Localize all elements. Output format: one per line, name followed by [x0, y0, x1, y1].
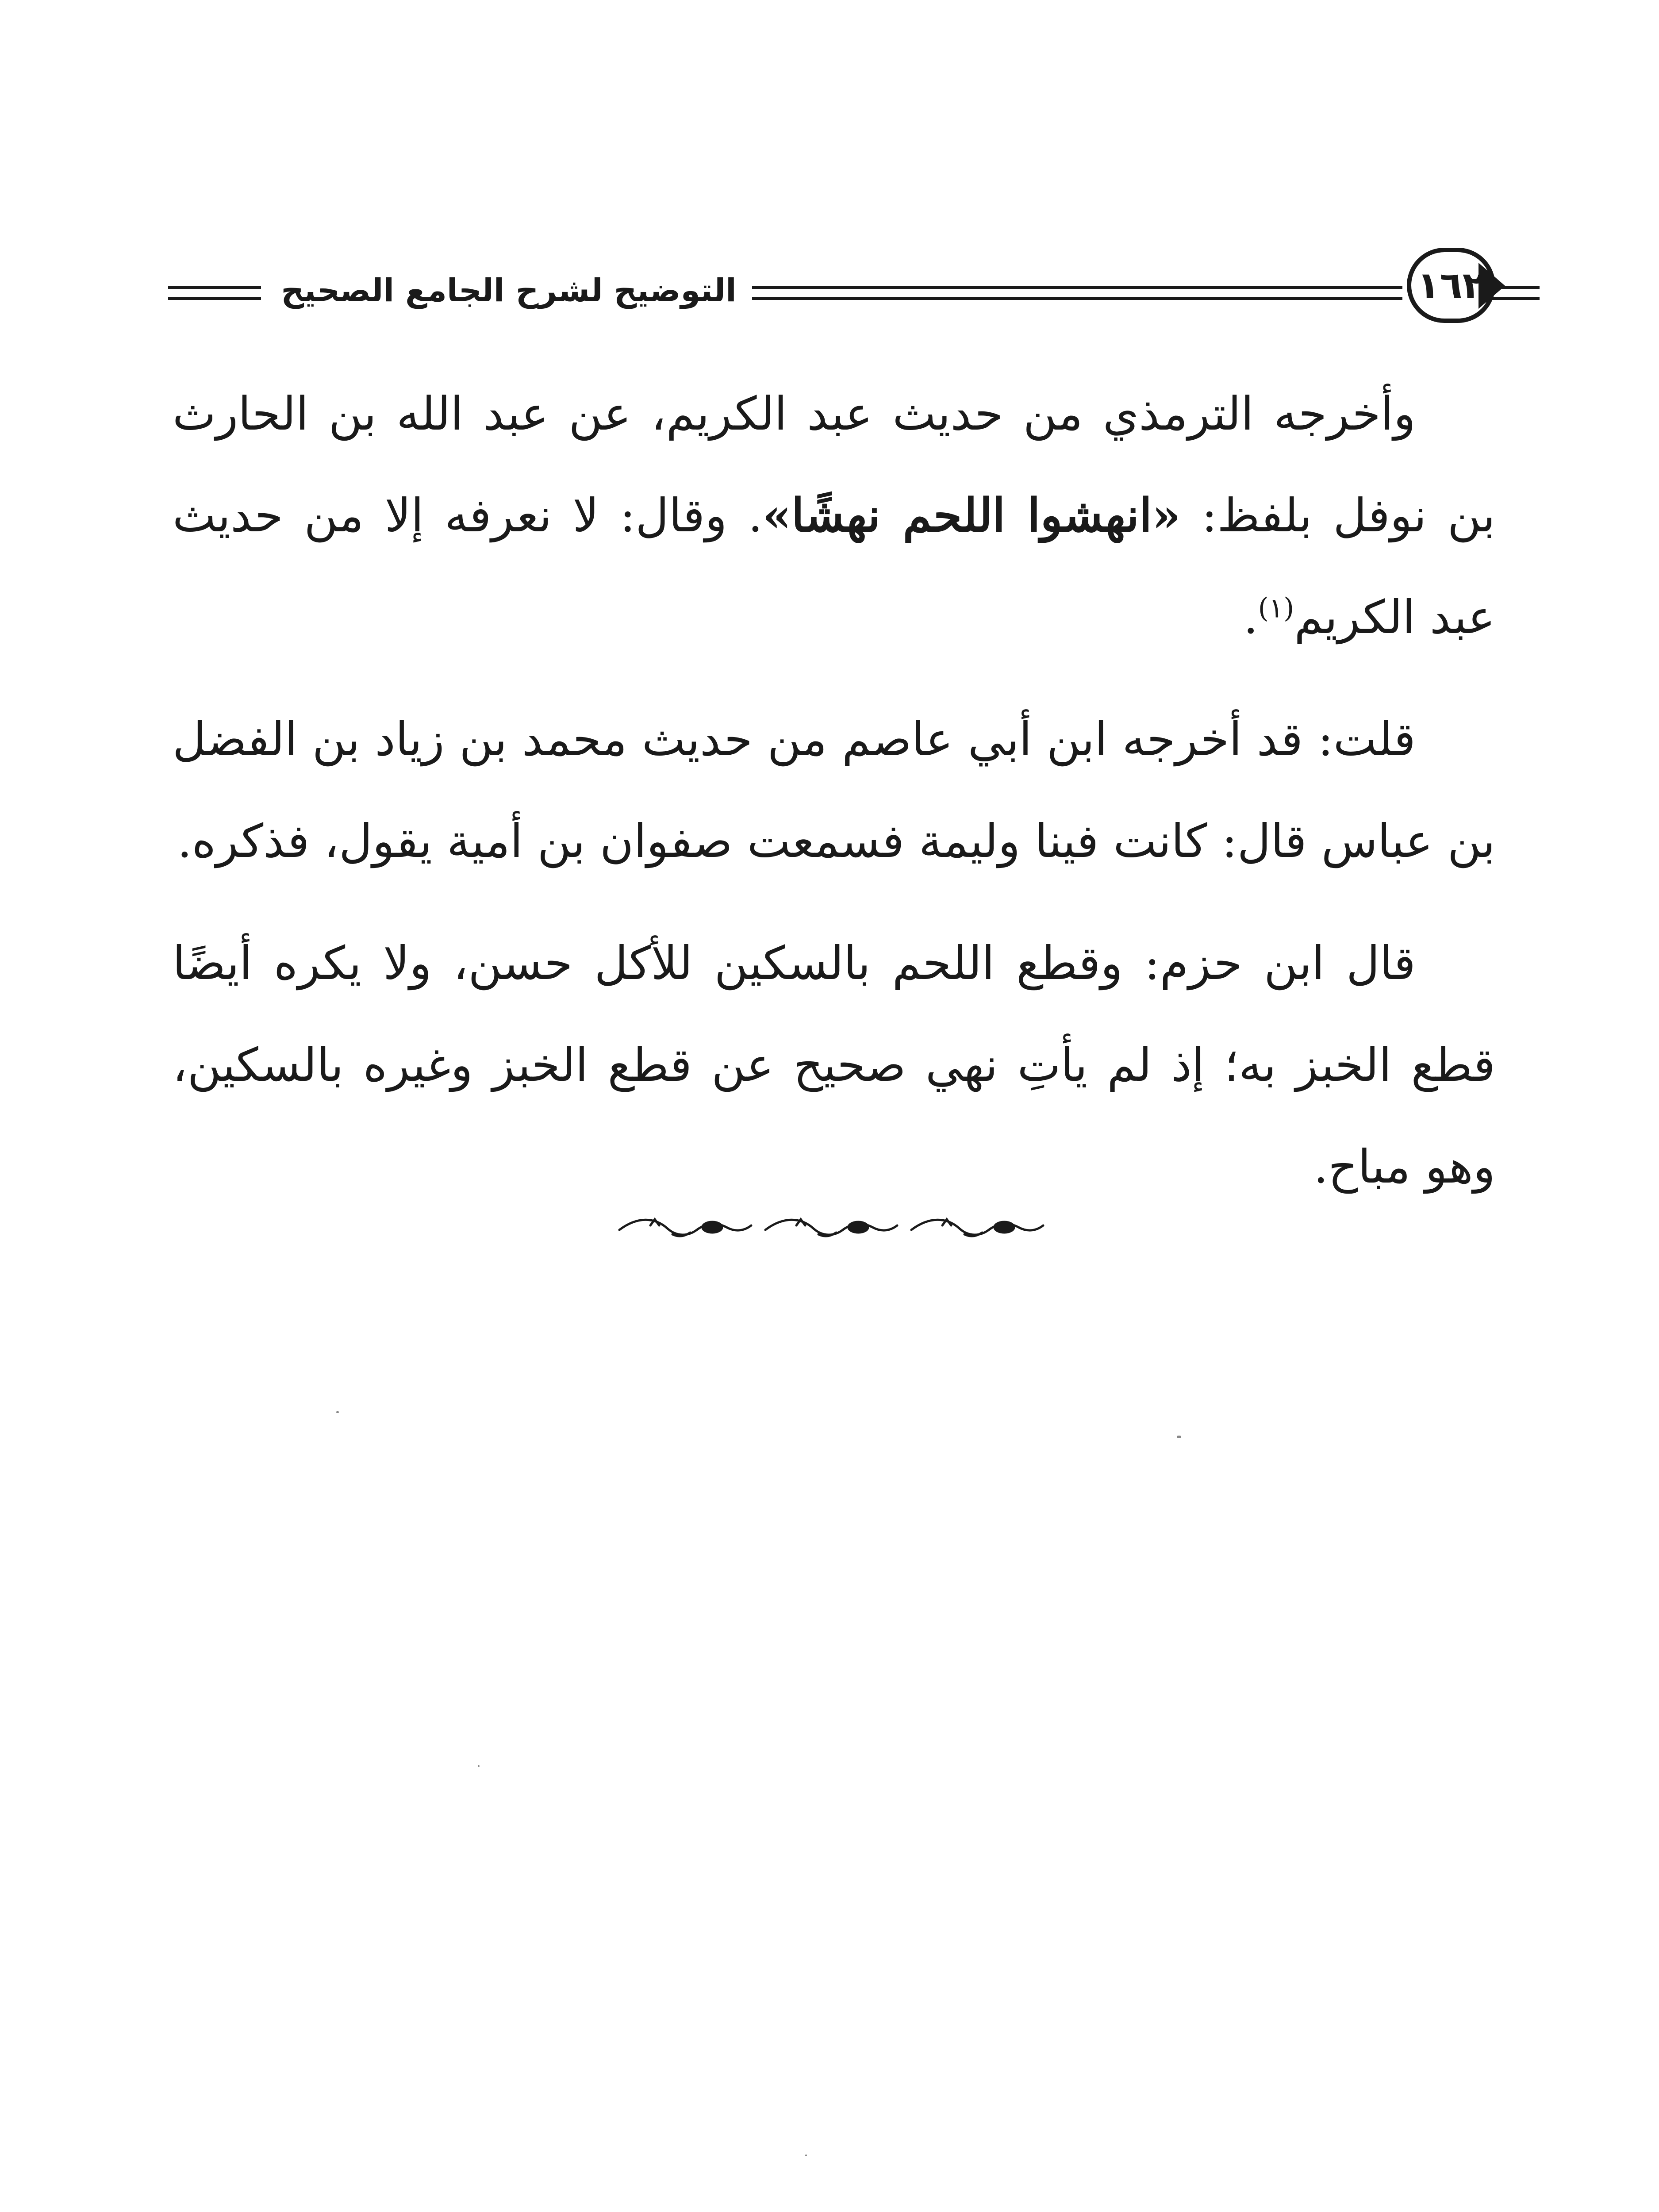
hadith-quote: «انهشوا اللحم نهشًا» — [762, 488, 1181, 542]
running-title: التوضيح لشرح الجامع الصحيح — [281, 272, 737, 309]
paragraph-ibn-abi-asim: قلت: قد أخرجه ابن أبي عاصم من حديث محمد بن زياد بن الفضل بن عباس قال: كانت فينا وليمة فسمعت صفوان بن أمية يقول، فذكره. — [173, 712, 1495, 868]
page-number-badge: ١٦٢ — [1407, 248, 1495, 323]
scan-speck — [478, 1765, 480, 1767]
main-text — [173, 363, 1495, 1238]
footnote-reference[interactable]: (١) — [1258, 591, 1294, 624]
scan-speck — [1177, 1436, 1181, 1438]
paragraph-tirmidhi — [173, 363, 1495, 668]
paragraph-text: وأخرجه الترمذي من حديث عبد الكريم، عن عبد الله بن الحارث بن نوفل بلفظ: — [173, 387, 1496, 542]
scan-speck — [336, 1411, 339, 1413]
paragraph-end: . — [1243, 590, 1258, 644]
floral-divider-icon — [611, 1212, 1048, 1243]
running-header — [168, 248, 1500, 336]
header-rule-right — [1491, 286, 1540, 300]
header-rule-middle — [752, 286, 1402, 300]
scan-speck — [805, 2154, 807, 2156]
header-rule-left — [168, 286, 261, 300]
paragraph-text: . وقال: لا نعرفه إلا من حديث عبد الكريم — [173, 488, 1495, 644]
paragraph-ibn-hazm: قال ابن حزم: وقطع اللحم بالسكين للأكل حسن، ولا يكره أيضًا قطع الخبز به؛ إذ لم يأتِ نهي صحيح عن قطع الخبز وغيره بالسكين، وهو مباح. — [173, 936, 1495, 1194]
